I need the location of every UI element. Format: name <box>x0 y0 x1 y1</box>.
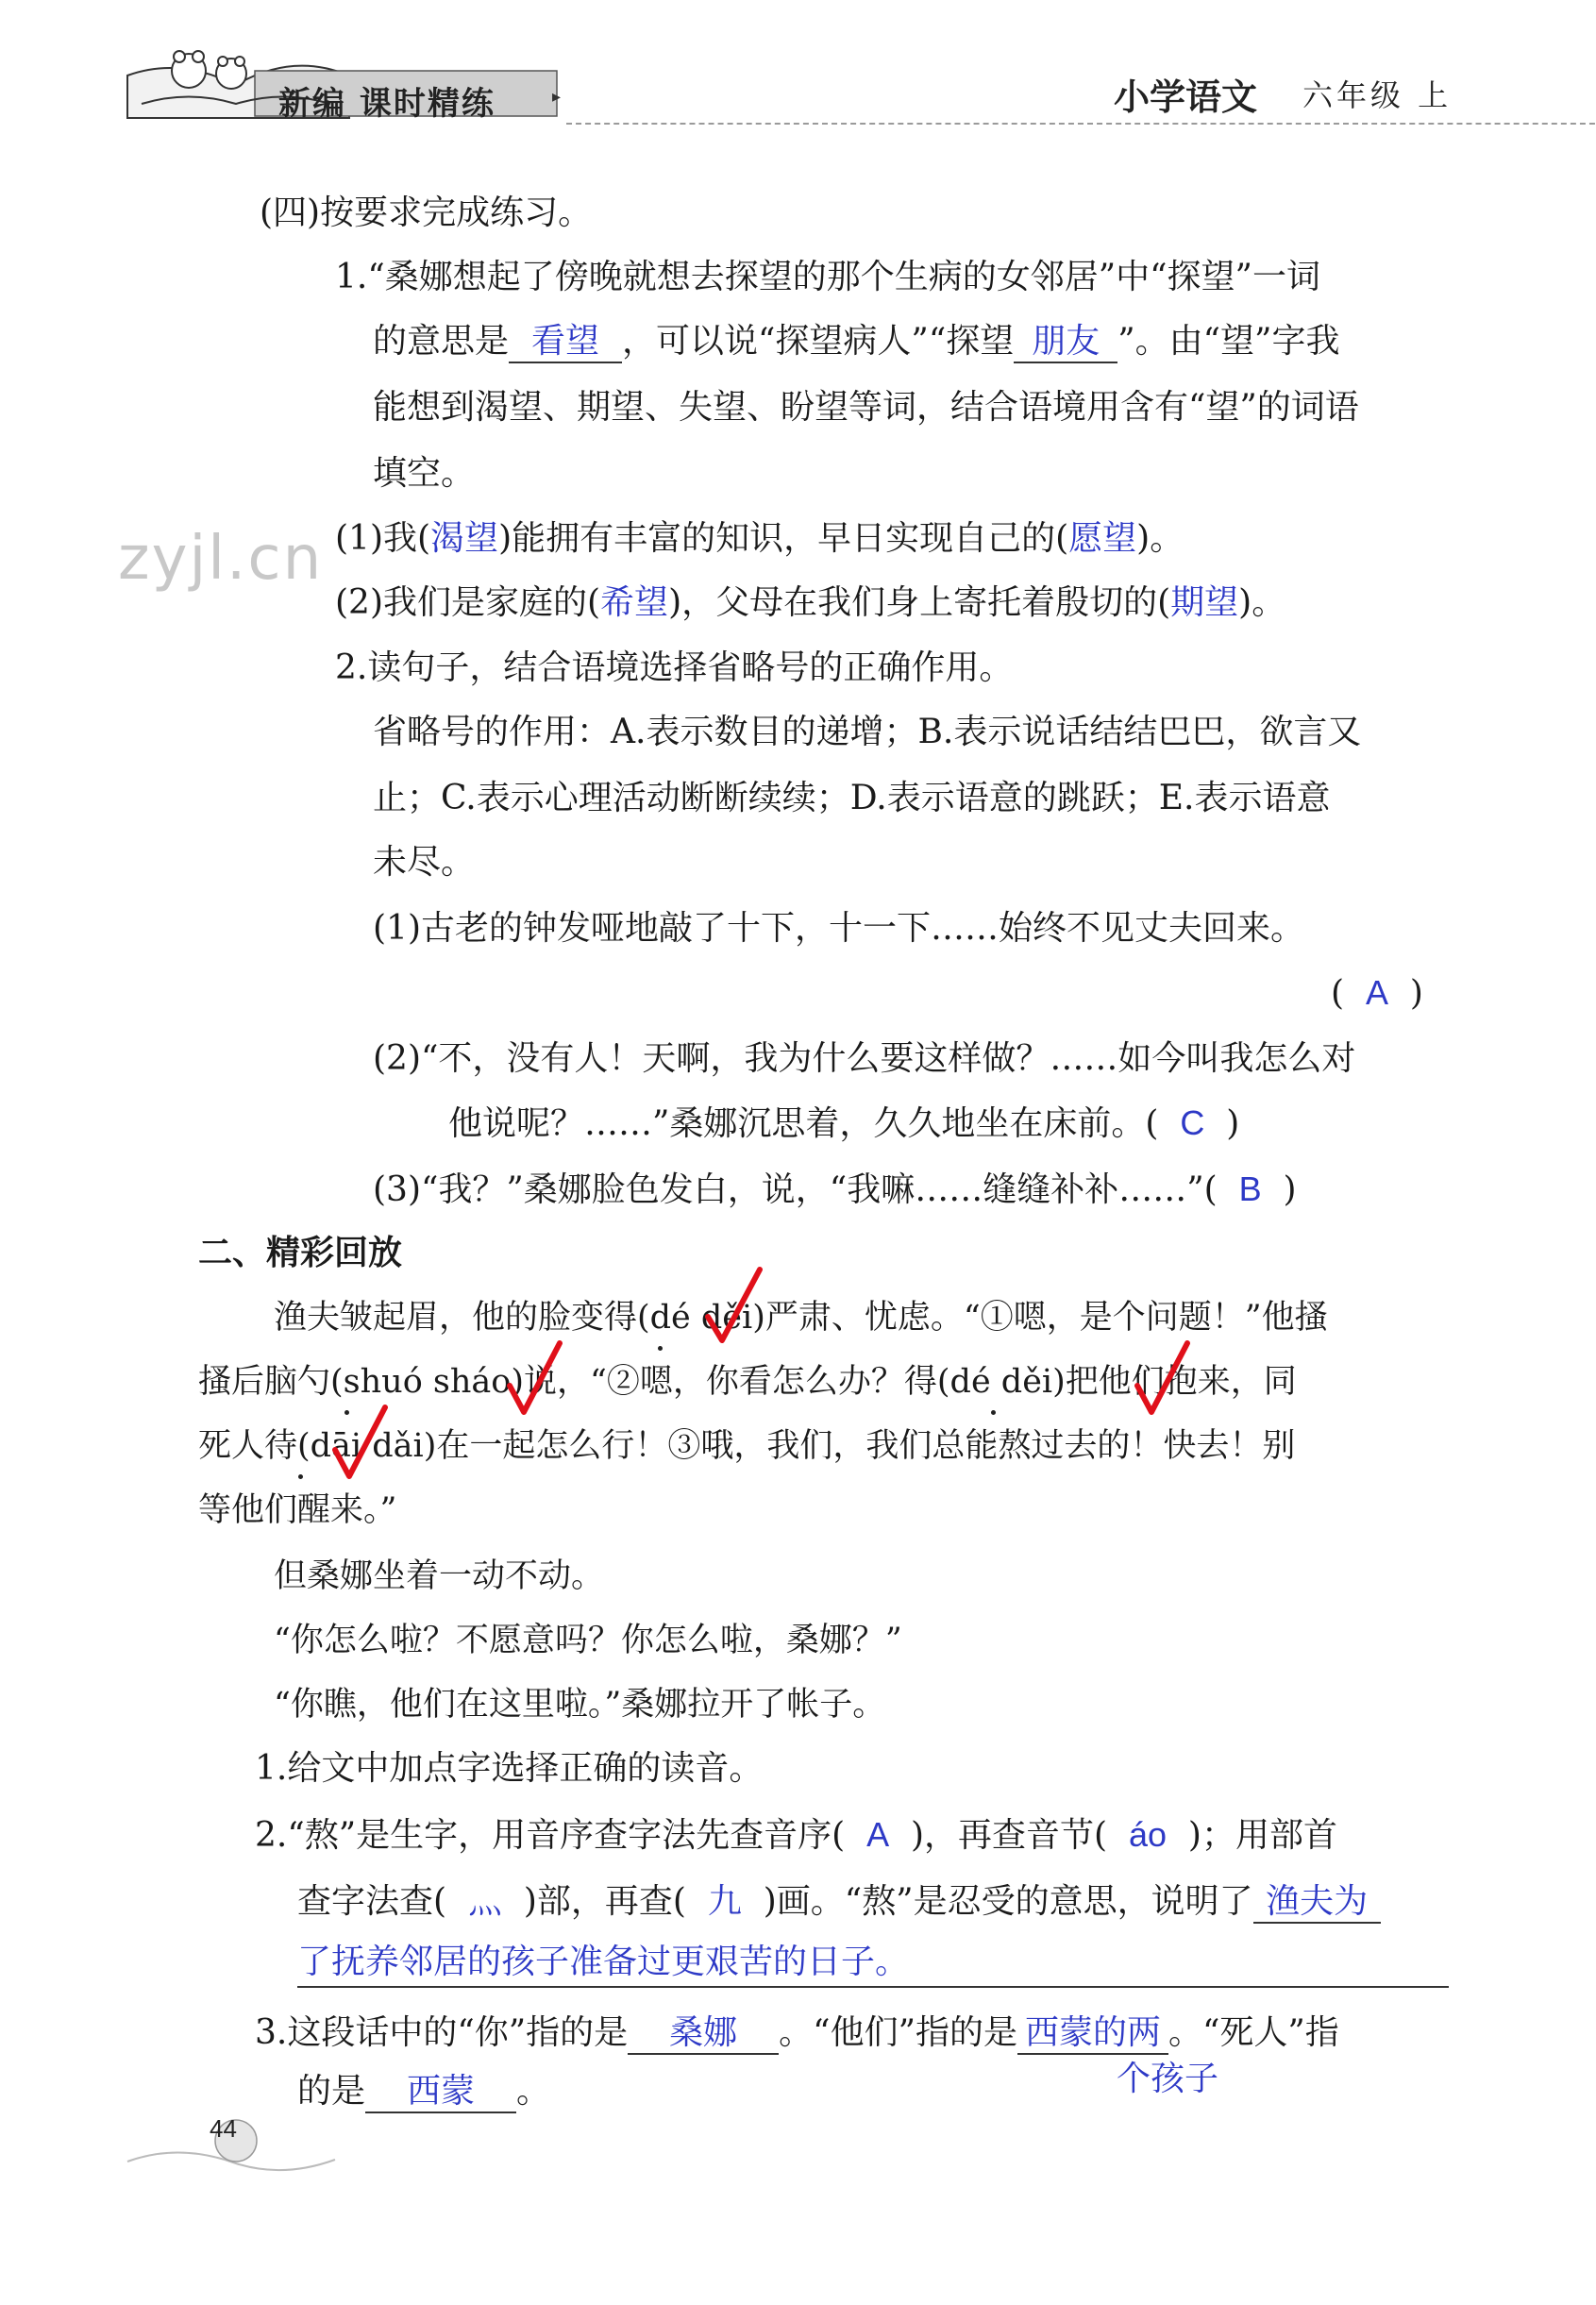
text-segment: 的是 <box>297 2072 366 2111</box>
sec2-q3-line1 <box>255 2011 1339 2056</box>
text-segment: (3)“我？”桑娜脸色发白，说，“我嘛……缝缝补补……”( <box>373 1170 1218 1209</box>
text-segment: )。 <box>1238 583 1286 622</box>
q2-options-line2: 止；C.表示心理活动断断续续；D.表示语意的跳跃；E.表示语意 <box>373 779 1331 817</box>
answer-blank: 朋友 <box>1014 320 1117 363</box>
q2-answer1 <box>1331 970 1423 1017</box>
sec2-q2-line1 <box>255 1812 1337 1859</box>
text-segment: )。 <box>1136 519 1184 558</box>
text-segment: ，可以说“探望病人”“探望 <box>622 322 1015 361</box>
text-segment: ( <box>1331 974 1345 1013</box>
q2-line1: 2.读句子，结合语境选择省略号的正确作用。 <box>335 648 1014 687</box>
passage-line5: 但桑娜坐着一动不动。 <box>274 1557 605 1595</box>
text-segment: ”。由“望”字我 <box>1117 322 1340 361</box>
text-segment: 2.“熬”是生字，用音序查字法先查音序( <box>255 1816 846 1855</box>
text-segment: )画。“熬”是忍受的意思，说明了 <box>763 1882 1253 1921</box>
q2-options-line1: 省略号的作用：A.表示数目的递增；B.表示说话结结巴巴，欲言又 <box>373 713 1362 751</box>
q1-line3: 能想到渴望、期望、失望、盼望等词，结合语境用含有“望”的词语 <box>373 388 1359 427</box>
sec2-q2-answer-line: 了抚养邻居的孩子准备过更艰苦的日子。 <box>297 1942 910 1980</box>
emphasis-dot <box>298 1474 303 1479</box>
header-divider <box>566 123 1596 125</box>
q1-line4: 填空。 <box>373 454 476 493</box>
answer-blank: 渔夫为 <box>1253 1880 1381 1924</box>
grade-label: 六年级 上 <box>1302 77 1453 113</box>
text-segment: )能拥有丰富的知识，早日实现自己的( <box>498 519 1069 558</box>
passage-line3: 死人待(dāi dǎi)在一起怎么行！③哦，我们，我们总能熬过去的！快去！别 <box>198 1427 1296 1465</box>
answer-text: 九 <box>707 1881 742 1920</box>
text-segment: 查字法查( <box>297 1882 447 1921</box>
emphasis-dot <box>658 1346 663 1351</box>
text-segment: 的意思是 <box>373 322 510 361</box>
answer-text: 期望 <box>1170 582 1239 621</box>
check-mark-icon <box>703 1265 769 1350</box>
text-segment: 。“他们”指的是 <box>779 2013 1017 2052</box>
answer-blank: 桑娜 <box>628 2011 779 2055</box>
q2-sentence2-line1: (2)“不，没有人！天啊，我为什么要这样做？……如今叫我怎么对 <box>373 1039 1356 1078</box>
q1-sentence1 <box>335 515 1184 562</box>
sec2-q3-answer-cont: 个孩子 <box>1117 2059 1219 2097</box>
text-segment: )；用部首 <box>1187 1816 1337 1855</box>
sec2-q2-line2 <box>297 1878 1381 1925</box>
answer-text: A <box>1365 973 1388 1012</box>
q1-line1: 1.“桑娜想起了傍晚就想去探望的那个生病的女邻居”中“探望”一词 <box>335 258 1320 296</box>
q1-sentence2 <box>335 580 1285 626</box>
text-segment: )，父母在我们身上寄托着殷切的( <box>668 583 1171 622</box>
text-segment: 3.这段话中的“你”指的是 <box>255 2013 629 2052</box>
text-segment: 他说呢？……”桑娜沉思着，久久地坐在床前。( <box>448 1104 1159 1143</box>
emphasis-dot <box>991 1410 996 1415</box>
answer-underline <box>297 1986 1449 1988</box>
q2-sentence1: (1)古老的钟发哑地敲了十下，十一下……始终不见丈夫回来。 <box>373 909 1304 948</box>
check-mark-icon <box>1133 1338 1199 1423</box>
subject-title: 小学语文 <box>1114 76 1258 118</box>
answer-text: 灬 <box>467 1881 502 1920</box>
passage-line6: “你怎么啦？不愿意吗？你怎么啦，桑娜？” <box>274 1622 902 1659</box>
passage-line7: “你瞧，他们在这里啦。”桑娜拉开了帐子。 <box>274 1686 886 1724</box>
answer-blank: 看望 <box>509 320 622 363</box>
answer-text: áo <box>1128 1815 1168 1854</box>
watermark: zyjl.cn <box>118 524 324 594</box>
answer-text: A <box>866 1815 890 1854</box>
answer-text: 愿望 <box>1068 518 1137 557</box>
q1-line2 <box>373 319 1339 364</box>
sec2-q1: 1.给文中加点字选择正确的读音。 <box>255 1749 764 1788</box>
answer-blank: 西蒙 <box>365 2070 516 2113</box>
series-brand: 新编 课时精练 <box>278 85 496 123</box>
text-segment: 。 <box>516 2072 551 2111</box>
answer-text: C <box>1180 1103 1205 1142</box>
answer-text: 希望 <box>600 582 669 621</box>
section-title: 二、精彩回放 <box>198 1234 403 1272</box>
page-number: 44 <box>210 2114 237 2143</box>
text-segment: (2)我们是家庭的( <box>335 583 601 622</box>
q2-sentence2-line2 <box>448 1101 1239 1147</box>
text-segment: ) <box>1409 974 1423 1013</box>
page-header <box>123 38 1482 142</box>
answer-blank: 西蒙的两 <box>1017 2011 1168 2055</box>
answer-text: 渴望 <box>430 518 499 557</box>
passage-line2: 搔后脑勺(shuó sháo)说，“②嗯，你看怎么办？得(dé děi)把他们抱来，同 <box>198 1363 1297 1401</box>
answer-text: B <box>1238 1169 1262 1208</box>
section-title: (四)按要求完成练习。 <box>260 193 593 232</box>
check-mark-icon <box>505 1338 571 1423</box>
q2-options-line3: 未尽。 <box>373 843 476 882</box>
text-segment: (1)我( <box>335 519 431 558</box>
text-segment: )部，再查( <box>523 1882 686 1921</box>
text-segment: )，再查音节( <box>911 1816 1108 1855</box>
triangle-right-icon: ▸ <box>552 87 562 107</box>
q2-sentence3 <box>373 1167 1297 1213</box>
text-segment: ) <box>1226 1104 1240 1143</box>
text-segment: 。“死人”指 <box>1168 2013 1339 2052</box>
passage-line4: 等他们醒来。” <box>198 1491 397 1529</box>
check-mark-icon <box>330 1403 396 1488</box>
text-segment: ) <box>1283 1170 1297 1209</box>
passage-line1: 渔夫皱起眉，他的脸变得(dé děi)严肃、忧虑。“①嗯，是个问题！”他搔 <box>274 1299 1328 1337</box>
